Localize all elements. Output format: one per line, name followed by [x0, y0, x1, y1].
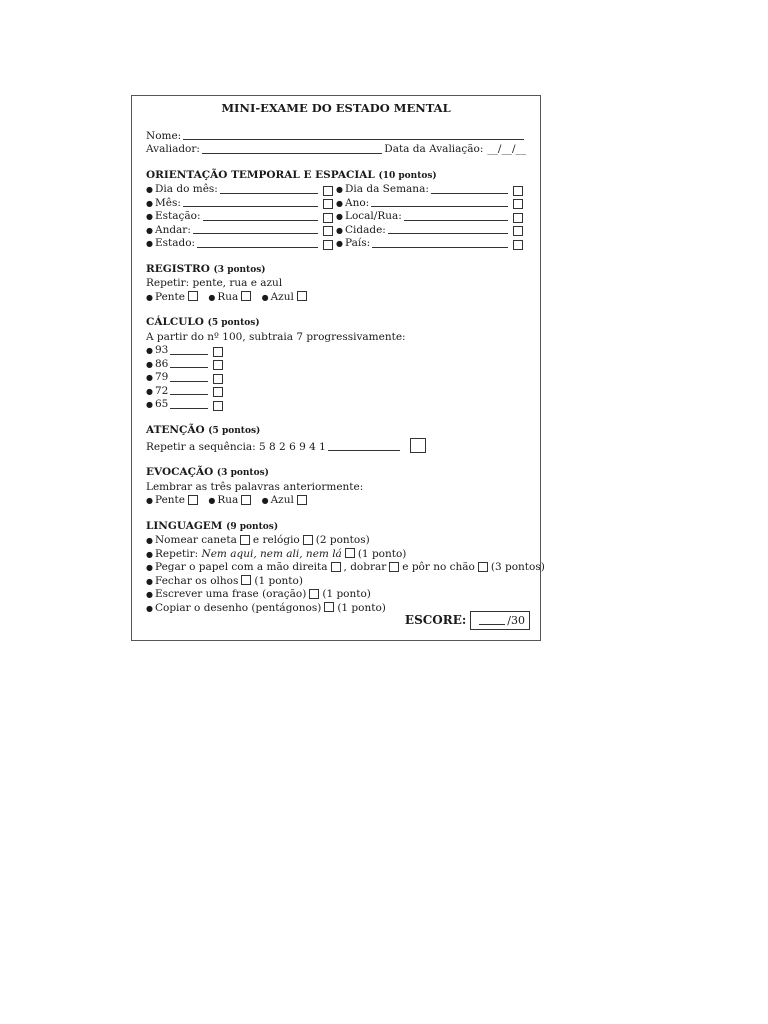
list-item: ● Rua [208, 494, 254, 506]
evocacao-instruction: Lembrar as três palavras anteriormente: [146, 480, 364, 493]
list-item: ● Azul [262, 494, 310, 506]
registro-points: (3 pontos) [213, 264, 266, 275]
answer-field[interactable] [372, 246, 508, 248]
checkbox[interactable] [389, 562, 399, 572]
atencao-points: (5 pontos) [208, 425, 261, 436]
avaliador-label: Avaliador: [146, 143, 200, 155]
evocacao-title: EVOCAÇÃO [146, 466, 214, 478]
bullet-icon: ● [146, 386, 153, 396]
bullet-icon: ● [146, 563, 153, 572]
answer-field[interactable] [183, 205, 318, 207]
checkbox[interactable] [241, 575, 251, 585]
bullet-icon: ● [336, 198, 343, 208]
nome-row [146, 130, 526, 144]
bullet-icon: ● [146, 549, 153, 559]
atencao-title: ATENÇÃO [146, 423, 205, 436]
checkbox[interactable] [513, 240, 523, 250]
atencao-instruction: Repetir a sequência: 5 8 2 6 9 4 1 [146, 440, 326, 453]
list-item: ● Rua [208, 291, 254, 303]
linguagem-item: ● Nomear caneta e relógio (2 pontos) [146, 534, 370, 546]
orientacao-heading [146, 169, 526, 184]
answer-field[interactable] [328, 449, 400, 451]
bullet-icon: ● [336, 212, 343, 221]
evocacao-heading [146, 466, 526, 481]
bullet-icon: ● [146, 603, 153, 613]
evocacao-points: (3 pontos) [216, 468, 269, 478]
linguagem-item: ● Escrever uma frase (oração) (1 ponto) [146, 588, 371, 600]
bullet-icon: ● [261, 496, 269, 505]
registro-items [146, 291, 526, 305]
orientacao-item: ● Estado: [146, 237, 336, 251]
linguagem-item: ● Copiar o desenho (pentágonos) (1 ponto) [146, 601, 386, 614]
avaliador-row [146, 143, 526, 157]
checkbox[interactable] [188, 291, 198, 301]
score-total: /30 [507, 613, 525, 627]
checkbox[interactable] [410, 438, 426, 453]
checkbox[interactable] [513, 199, 523, 209]
form-title: MINI-EXAME DO ESTADO MENTAL [221, 101, 451, 115]
answer-field[interactable] [170, 353, 208, 355]
bullet-icon: ● [336, 225, 343, 235]
checkbox[interactable] [323, 199, 333, 209]
checkbox[interactable] [345, 548, 355, 558]
atencao-heading [146, 424, 526, 439]
orientacao-item: ● Dia do mês: [146, 183, 336, 197]
linguagem-item: ● Pegar o papel com a mão direita , dobrar e pôr no chão (3 pontos) [146, 561, 545, 573]
orientacao-item: ● Andar: [146, 224, 336, 238]
checkbox[interactable] [188, 495, 198, 505]
checkbox[interactable] [513, 226, 523, 236]
nome-label: Nome: [146, 129, 182, 142]
checkbox[interactable] [303, 535, 313, 545]
list-item: ● 65 [146, 398, 226, 412]
checkbox[interactable] [297, 291, 307, 301]
orientacao-item: ● Estação: [146, 210, 336, 224]
bullet-icon: ● [146, 496, 153, 505]
answer-field[interactable] [220, 192, 318, 194]
avaliador-field[interactable] [202, 152, 382, 154]
orientacao-grid [146, 183, 526, 251]
list-item: ● Pente [146, 291, 201, 303]
checkbox[interactable] [213, 360, 223, 370]
data-avaliacao-field[interactable]: __/__/__ [487, 143, 526, 155]
bullet-icon: ● [208, 496, 216, 505]
bullet-icon: ● [146, 346, 153, 355]
orientacao-points: (10 pontos) [378, 170, 437, 181]
bullet-icon: ● [336, 185, 343, 194]
answer-field[interactable] [203, 219, 318, 221]
checkbox[interactable] [331, 562, 341, 572]
bullet-icon: ● [261, 292, 269, 302]
registro-title: REGISTRO [146, 262, 210, 275]
answer-field[interactable] [371, 205, 508, 207]
bullet-icon: ● [146, 373, 153, 382]
list-item: ● 86 [146, 358, 226, 372]
orientacao-item: ● Cidade: [336, 224, 526, 238]
bullet-icon: ● [146, 212, 153, 221]
orientacao-item: ● País: [336, 237, 526, 251]
answer-field[interactable] [170, 366, 208, 368]
bullet-icon: ● [146, 198, 153, 208]
checkbox[interactable] [323, 240, 333, 250]
checkbox[interactable] [513, 186, 523, 196]
checkbox[interactable] [240, 535, 250, 545]
answer-field[interactable] [388, 232, 508, 234]
checkbox[interactable] [323, 186, 333, 196]
checkbox[interactable] [213, 347, 223, 357]
bullet-icon: ● [146, 400, 153, 409]
bullet-icon: ● [146, 292, 153, 302]
calculo-items [146, 344, 526, 412]
orientacao-left-column [146, 183, 336, 251]
list-item: ● 93 [146, 344, 226, 358]
bullet-icon: ● [146, 359, 153, 369]
atencao-row [146, 438, 526, 454]
list-item: ● 79 [146, 371, 226, 385]
score-label: ESCORE: [404, 612, 467, 627]
answer-field[interactable] [193, 232, 318, 234]
registro-instruction: Repetir: pente, rua e azul [146, 277, 283, 289]
checkbox[interactable] [513, 213, 523, 223]
linguagem-points: (9 pontos) [226, 521, 279, 532]
linguagem-title: LINGUAGEM [146, 519, 223, 532]
orientacao-item: ● Local/Rua: [336, 210, 526, 224]
mini-mental-form [131, 95, 545, 641]
bullet-icon: ● [146, 576, 153, 586]
bullet-icon: ● [336, 239, 343, 248]
checkbox[interactable] [213, 387, 223, 397]
linguagem-item: ● Fechar os olhos (1 ponto) [146, 574, 303, 587]
score-box[interactable] [470, 611, 530, 631]
linguagem-item: ● Repetir: Nem aqui, nem ali, nem lá (1 ponto) [146, 547, 407, 560]
data-avaliacao-label: Data da Avaliação: [384, 143, 484, 155]
answer-field[interactable] [404, 219, 508, 221]
bullet-icon: ● [146, 225, 153, 235]
score-field[interactable] [479, 623, 505, 625]
checkbox[interactable] [213, 401, 223, 411]
answer-field[interactable] [197, 246, 318, 248]
checkbox[interactable] [309, 589, 319, 599]
score-area [405, 611, 530, 631]
checkbox[interactable] [323, 226, 333, 236]
bullet-icon: ● [146, 536, 153, 545]
bullet-icon: ● [146, 239, 153, 248]
answer-field[interactable] [170, 393, 208, 395]
answer-field[interactable] [170, 407, 208, 409]
calculo-title: CÁLCULO [146, 316, 204, 328]
checkbox[interactable] [323, 213, 333, 223]
orientacao-title: ORIENTAÇÃO TEMPORAL E ESPACIAL [146, 168, 375, 181]
registro-heading [146, 263, 526, 278]
orientacao-item: ● Mês: [146, 197, 336, 211]
calculo-points: (5 pontos) [207, 318, 260, 328]
orientacao-item: ● Dia da Semana: [336, 183, 526, 197]
checkbox[interactable] [478, 562, 488, 572]
list-item: ● Pente [146, 494, 201, 506]
bullet-icon: ● [146, 590, 153, 599]
orientacao-right-column [336, 183, 526, 251]
answer-field[interactable] [431, 192, 508, 194]
checkbox[interactable] [297, 495, 307, 505]
bullet-icon: ● [146, 185, 153, 194]
checkbox[interactable] [213, 374, 223, 384]
answer-field[interactable] [170, 380, 208, 382]
list-item: ● Azul [262, 291, 310, 303]
evocacao-items [146, 494, 526, 508]
calculo-instruction: A partir do nº 100, subtraia 7 progressivamente: [146, 330, 406, 343]
bullet-icon: ● [208, 292, 216, 302]
checkbox[interactable] [241, 495, 251, 505]
checkbox[interactable] [241, 291, 251, 301]
nome-field[interactable] [183, 138, 524, 140]
checkbox[interactable] [324, 602, 334, 612]
orientacao-item: ● Ano: [336, 197, 526, 211]
linguagem-heading [146, 520, 526, 535]
calculo-heading [146, 316, 526, 331]
list-item: ● 72 [146, 385, 226, 399]
